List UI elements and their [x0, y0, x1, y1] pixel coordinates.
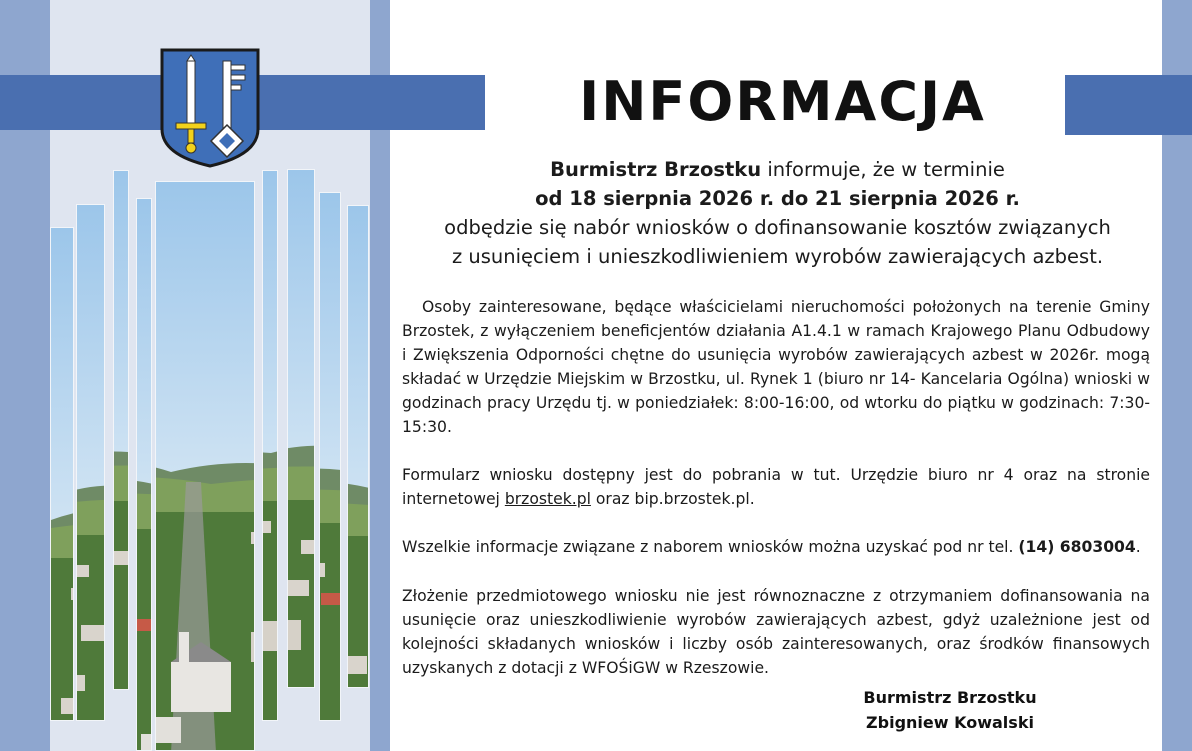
- header-bar-right: [1065, 75, 1192, 135]
- photo-strip: [76, 204, 105, 721]
- announcement-intro: [400, 155, 1155, 271]
- intro-mayor: Burmistrz Brzostku: [550, 158, 762, 181]
- contact-text-end: .: [1135, 538, 1141, 556]
- form-text: Formularz wniosku dostępny jest do pobrania w tut. Urzędzie biuro nr 4 oraz na stronie internetowej: [402, 466, 1150, 508]
- photo-strip: [113, 170, 129, 690]
- paragraph-disclaimer: Złożenie przedmiotowego wniosku nie jest równoznaczne z otrzymaniem dofinansowania na usunięcie oraz unieszkodliwienie wyrobów zawierających azbest, gdyż uzależnione jest od kolejności składanych wniosków i liczby osób zainteresowanych, oraz środków finansowych uzyskanych z dotacji z WFOŚiGW w Rzeszowie.: [402, 587, 1150, 677]
- phone-number: (14) 6803004: [1018, 538, 1136, 556]
- intro-line-1: [400, 155, 1155, 184]
- signature-block: [820, 685, 1080, 735]
- coat-of-arms-emblem: [159, 47, 261, 169]
- signature-name: Zbigniew Kowalski: [866, 713, 1034, 732]
- intro-line-4: z usunięciem i unieszkodliwieniem wyrobów zawierających azbest.: [451, 245, 1104, 268]
- photo-strip: [319, 192, 341, 721]
- intro-dates: [400, 184, 1155, 213]
- photo-strip: [262, 170, 278, 721]
- photo-strip: [347, 205, 369, 688]
- photo-strip: [136, 198, 152, 751]
- intro-date-range: od 18 sierpnia 2026 r. do 21 sierpnia 2026 r.: [535, 187, 1020, 210]
- paragraph-eligibility: Osoby zainteresowane, będące właścicielami nieruchomości położonych na terenie Gminy Brzostek, z wyłączeniem beneficjentów działania A1.4.1 w ramach Krajowego Planu Odbudowy i Zwiększenia Odporności chętne do usunięcia wyrobów zawierających azbest w 2026r. mogą składać w Urzędzie Miejskim w Brzostku, ul. Rynek 1 (biuro nr 14- Kancelaria Ogólna) wnioski w godzinach pracy Urzędu tj. w poniedziałek: 8:00-16:00, od wtorku do piątku w godzinach: 7:30-15:30.: [402, 298, 1150, 436]
- form-text-end: oraz bip.brzostek.pl.: [590, 490, 755, 508]
- paragraph-contact: [402, 535, 1150, 559]
- intro-line-3: odbędzie się nabór wniosków o dofinansowanie kosztów związanych: [444, 216, 1111, 239]
- contact-text: Wszelkie informacje związane z naborem wniosków można uzyskać pod nr tel.: [402, 538, 1019, 556]
- paragraph-form: [402, 463, 1150, 511]
- page-title: INFORMACJA: [579, 70, 986, 133]
- photo-strip: [50, 227, 74, 721]
- website-link[interactable]: brzostek.pl: [504, 490, 591, 508]
- signature-role: Burmistrz Brzostku: [863, 688, 1037, 707]
- intro-line-1-rest: informuje, że w terminie: [761, 158, 1005, 181]
- photo-strip: [287, 169, 315, 688]
- photo-strip: [155, 181, 255, 751]
